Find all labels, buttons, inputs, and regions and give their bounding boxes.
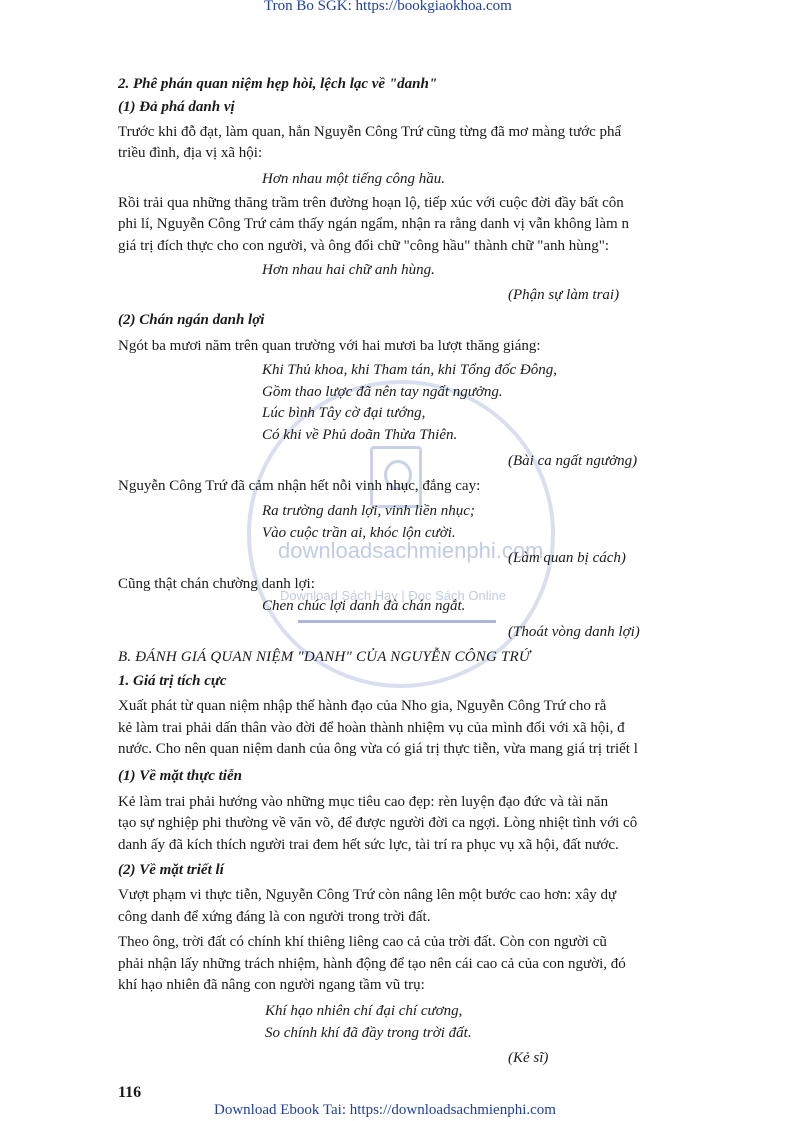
watermark-bar (298, 620, 496, 623)
poem-3-line-2: So chính khí đã đầy trong trời đất. (265, 1025, 472, 1041)
quote-3: Chen chúc lợi danh đà chán ngắt. (262, 598, 466, 614)
watermark-site: downloadsachmienphi.com (278, 538, 544, 563)
poem-1-line-4: Có khi về Phủ doãn Thừa Thiên. (262, 427, 458, 443)
paragraph-1-line-1: Trước khi đỗ đạt, làm quan, hẳn Nguyễn Công Trứ cũng từng đã mơ màng tước phẩ (118, 124, 622, 140)
paragraph-2-line-1: Rồi trải qua những thăng trầm trên đường hoạn lộ, tiếp xúc với cuộc đời đầy bất côn (118, 195, 624, 211)
paragraph-8-line-1: Vượt phạm vi thực tiễn, Nguyễn Công Trứ còn nâng lên một bước cao hơn: xây dự (118, 887, 617, 903)
paragraph-7-line-3: danh ấy đã kích thích người trai đem hết sức lực, tài trí ra phục vụ xã hội, đất nước. (118, 837, 619, 853)
section-2-title: 2. Phê phán quan niệm hẹp hòi, lệch lạc về "danh" (118, 76, 438, 92)
paragraph-2-line-2: phi lí, Nguyễn Công Trứ cảm thấy ngán ngẩm, nhận ra rằng danh vị vẫn không làm n (118, 216, 629, 232)
poem-1-line-3: Lúc bình Tây cờ đại tướng, (262, 405, 426, 421)
page-number: 116 (118, 1084, 142, 1101)
paragraph-6-line-3: nước. Cho nên quan niệm danh của ông vừa có giá trị thực tiễn, vừa mang giá trị triết l (118, 741, 638, 757)
source-5: (Kẻ sĩ) (508, 1050, 549, 1066)
paragraph-1-line-2: triều đình, địa vị xã hội: (118, 145, 263, 161)
poem-2-line-1: Ra trường danh lợi, vinh liền nhục; (262, 503, 475, 519)
paragraph-5: Cũng thật chán chường danh lợi: (118, 576, 315, 592)
poem-3-line-1: Khí hạo nhiên chí đại chí cương, (265, 1003, 463, 1019)
quote-1: Hơn nhau một tiếng công hầu. (262, 171, 445, 187)
subsection-2-title: (2) Chán ngán danh lợi (118, 312, 265, 328)
paragraph-7-line-1: Kẻ làm trai phải hướng vào những mục tiêu cao đẹp: rèn luyện đạo đức và tài năn (118, 794, 609, 810)
paragraph-4: Nguyễn Công Trứ đã cảm nhận hết nỗi vinh nhục, đắng cay: (118, 478, 481, 494)
quote-2: Hơn nhau hai chữ anh hùng. (262, 262, 435, 278)
source-1: (Phận sự làm trai) (508, 287, 620, 303)
footer-link[interactable]: Download Ebook Tai: https://downloadsachmienphi.com (214, 1102, 556, 1118)
subsection-3-title: (1) Về mặt thực tiễn (118, 768, 242, 784)
watermark-tagline: Download Sách Hay | Đọc Sách Online (280, 588, 506, 603)
poem-1-line-2: Gồm thao lược đã nên tay ngất ngưởng. (262, 384, 503, 400)
poem-2-line-2: Vào cuộc trần ai, khóc lộn cười. (262, 525, 456, 541)
section-b-title: B. ĐÁNH GIÁ QUAN NIỆM "DANH" CỦA NGUYỄN CÔNG TRỨ (118, 649, 531, 665)
paragraph-9-line-1: Theo ông, trời đất có chính khí thiêng liêng cao cả của trời đất. Còn con người cũ (118, 934, 607, 950)
section-1-title: 1. Giá trị tích cực (118, 673, 227, 689)
paragraph-9-line-2: phải nhận lấy những trách nhiệm, hành động để tạo nên cái cao cả của con người, đó (118, 956, 626, 972)
paragraph-8-line-2: công danh để xứng đáng là con người trong trời đất. (118, 909, 431, 925)
subsection-4-title: (2) Về mặt triết lí (118, 862, 224, 878)
paragraph-7-line-2: tạo sự nghiệp phi thường về văn võ, để được người đời ca ngợi. Lòng nhiệt tình với cô (118, 815, 638, 831)
subsection-1-title: (1) Đả phá danh vị (118, 99, 235, 115)
poem-1-line-1: Khi Thủ khoa, khi Tham tán, khi Tổng đốc Đông, (262, 362, 557, 378)
paragraph-2-line-3: giá trị đích thực cho con người, và ông đổi chữ "công hầu" thành chữ "anh hùng": (118, 238, 610, 254)
paragraph-6-line-2: kẻ làm trai phải dấn thân vào đời để hoàn thành nhiệm vụ của mình đối với xã hội, đ (118, 720, 625, 736)
paragraph-3: Ngót ba mươi năm trên quan trường với hai mươi ba lượt thăng giáng: (118, 338, 541, 354)
source-4: (Thoát vòng danh lợi) (508, 624, 640, 640)
header-link[interactable]: Tron Bo SGK: https://bookgiaokhoa.com (264, 0, 512, 14)
source-2: (Bài ca ngất ngưởng) (508, 453, 638, 469)
paragraph-6-line-1: Xuất phát từ quan niệm nhập thế hành đạo của Nho gia, Nguyễn Công Trứ cho rằ (118, 698, 607, 714)
paragraph-9-line-3: khí hạo nhiên đã nâng con người ngang tầm vũ trụ: (118, 977, 425, 993)
source-3: (Làm quan bị cách) (508, 550, 626, 566)
